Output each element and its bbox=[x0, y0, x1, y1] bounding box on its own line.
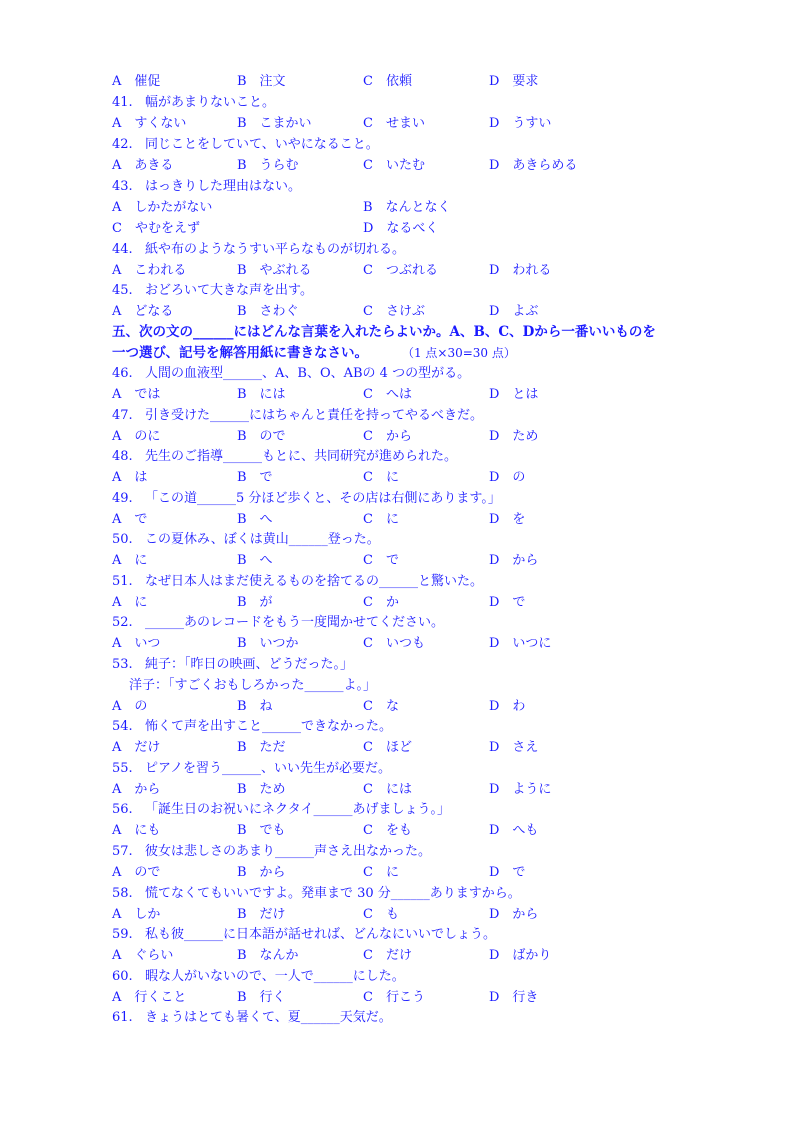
question-text: 「この道______5 分ほど歩くと、その店は右側にあります。」 bbox=[145, 491, 501, 506]
question-60 bbox=[112, 966, 405, 987]
question-43 bbox=[112, 176, 301, 197]
question-number: 56. bbox=[112, 802, 133, 817]
option-c: C で bbox=[363, 553, 399, 568]
option-a: A しかたがない bbox=[112, 200, 213, 215]
option-a: A から bbox=[112, 782, 161, 797]
option-b: B には bbox=[237, 387, 286, 402]
question-52 bbox=[112, 612, 444, 633]
question-number: 46. bbox=[112, 366, 133, 381]
option-a: A ぐらい bbox=[112, 948, 174, 963]
option-b: B だけ bbox=[237, 907, 286, 922]
option-a: A こわれる bbox=[112, 263, 187, 278]
option-b: B こまかい bbox=[237, 116, 312, 131]
question-text: 先生のご指導______もとに、共同研究が進められた。 bbox=[145, 449, 458, 464]
option-b: B やぶれる bbox=[237, 263, 312, 278]
question-number: 43. bbox=[112, 179, 133, 194]
question-47 bbox=[112, 405, 483, 426]
option-c: C か bbox=[363, 595, 399, 610]
option-a: A いつ bbox=[112, 636, 161, 651]
option-b: B うらむ bbox=[237, 158, 299, 173]
option-b: B 注文 bbox=[237, 74, 286, 89]
question-text: 「誕生日のお祝いにネクタイ______あげましょう。」 bbox=[145, 802, 450, 817]
question-42 bbox=[112, 134, 379, 155]
question-45 bbox=[112, 280, 313, 301]
option-c: C な bbox=[363, 699, 399, 714]
option-c: C 依頼 bbox=[363, 74, 412, 89]
option-d: D うすい bbox=[489, 116, 552, 131]
question-text: 幅があまりないこと。 bbox=[145, 95, 276, 110]
option-d: D から bbox=[489, 907, 539, 922]
question-number: 47. bbox=[112, 408, 133, 423]
option-b: B でも bbox=[237, 823, 286, 838]
option-a: A 行くこと bbox=[112, 990, 187, 1005]
option-a: A のに bbox=[112, 429, 161, 444]
option-a: A で bbox=[112, 512, 148, 527]
section-points: （1 点×30=30 点） bbox=[407, 346, 516, 360]
question-text: 彼女は悲しさのあまり______声さえ出なかった。 bbox=[145, 844, 432, 859]
option-b: B ため bbox=[237, 782, 286, 797]
option-b: B ね bbox=[237, 699, 273, 714]
section-heading-line1: 五、次の文の______にはどんな言葉を入れたらよいか。A、B、C、Dから一番いいものを bbox=[112, 324, 656, 340]
option-b: B から bbox=[237, 865, 286, 880]
option-d: D ため bbox=[489, 429, 539, 444]
option-d: D で bbox=[489, 595, 526, 610]
question-text: 暇な人がいないので、一人で______にした。 bbox=[145, 969, 405, 984]
option-b: B ただ bbox=[237, 740, 286, 755]
option-d: D へも bbox=[489, 823, 539, 838]
option-c: C に bbox=[363, 865, 399, 880]
option-d: D を bbox=[489, 512, 526, 527]
section-heading-text: 一つ選び、記号を解答用紙に書きなさい。 bbox=[112, 345, 368, 361]
question-number: 51. bbox=[112, 574, 133, 589]
option-b: B 行く bbox=[237, 990, 286, 1005]
question-text: 純子：「昨日の映画、どうだった。」 bbox=[145, 657, 354, 672]
option-c: C に bbox=[363, 470, 399, 485]
question-text: ______あのレコードをもう一度聞かせてください。 bbox=[145, 615, 445, 630]
option-c: C も bbox=[363, 907, 399, 922]
option-d: D 行き bbox=[489, 990, 539, 1005]
option-c: C から bbox=[363, 429, 412, 444]
question-50 bbox=[112, 529, 380, 550]
question-number: 59. bbox=[112, 927, 133, 942]
option-a: A だけ bbox=[112, 740, 161, 755]
question-44 bbox=[112, 239, 405, 260]
option-a: A しか bbox=[112, 907, 161, 922]
option-a: A の bbox=[112, 699, 148, 714]
option-c: C には bbox=[363, 782, 412, 797]
option-a: A に bbox=[112, 553, 148, 568]
question-text: おどろいて大きな声を出す。 bbox=[145, 283, 313, 298]
option-d: D ばかり bbox=[489, 948, 552, 963]
option-b: B へ bbox=[237, 553, 273, 568]
option-d: D さえ bbox=[489, 740, 539, 755]
option-b: B さわぐ bbox=[237, 304, 299, 319]
option-c: C ほど bbox=[363, 740, 412, 755]
question-58 bbox=[112, 883, 521, 904]
question-text: きょうはとても暑くて、夏______天気だ。 bbox=[145, 1010, 392, 1025]
question-number: 57. bbox=[112, 844, 133, 859]
question-number: 53. bbox=[112, 657, 133, 672]
option-c: C へは bbox=[363, 387, 412, 402]
question-number: 50. bbox=[112, 532, 133, 547]
question-53-line2: 洋子：「すごくおもしろかった______よ。」 bbox=[129, 678, 377, 693]
question-number: 48. bbox=[112, 449, 133, 464]
question-46 bbox=[112, 363, 470, 384]
question-text: 慌てなくてもいいですよ。発車まで 30 分______ありますから。 bbox=[145, 886, 521, 901]
option-c: C せまい bbox=[363, 116, 425, 131]
question-text: はっきりした理由はない。 bbox=[145, 179, 302, 194]
option-b: B で bbox=[237, 470, 273, 485]
question-text: なぜ日本人はまだ使えるものを捨てるの______と驚いた。 bbox=[145, 574, 484, 589]
option-c: C だけ bbox=[363, 948, 412, 963]
question-59 bbox=[112, 924, 496, 945]
option-b: B なんか bbox=[237, 948, 299, 963]
question-text: 人間の血液型______、A、B、O、ABの 4 つの型がる。 bbox=[145, 366, 471, 381]
option-b: B ので bbox=[237, 429, 286, 444]
question-number: 44. bbox=[112, 242, 133, 257]
option-b: B なんとなく bbox=[363, 200, 451, 215]
option-d: D から bbox=[489, 553, 539, 568]
question-61 bbox=[112, 1007, 392, 1028]
option-d: D なるべく bbox=[363, 221, 439, 236]
option-a: A ので bbox=[112, 865, 161, 880]
question-number: 58. bbox=[112, 886, 133, 901]
question-number: 60. bbox=[112, 969, 133, 984]
option-d: D の bbox=[489, 470, 526, 485]
option-d: D 要求 bbox=[489, 74, 539, 89]
option-b: B いつか bbox=[237, 636, 299, 651]
question-text: この夏休み、ぼくは黄山______登った。 bbox=[145, 532, 380, 547]
option-a: A にも bbox=[112, 823, 161, 838]
question-text: 私も彼______に日本語が話せれば、どんなにいいでしょう。 bbox=[145, 927, 497, 942]
question-number: 54. bbox=[112, 719, 133, 734]
question-text: 同じことをしていて、いやになること。 bbox=[145, 137, 379, 152]
question-number: 45. bbox=[112, 283, 133, 298]
question-57 bbox=[112, 841, 431, 862]
option-d: D よぶ bbox=[489, 304, 539, 319]
option-d: D ように bbox=[489, 782, 552, 797]
question-text: 引き受けた______にはちゃんと責任を持ってやるべきだ。 bbox=[145, 408, 484, 423]
option-a: A どなる bbox=[112, 304, 174, 319]
option-c: C やむをえず bbox=[112, 221, 200, 236]
option-d: D わ bbox=[489, 699, 526, 714]
option-d: D あきらめる bbox=[489, 158, 578, 173]
option-c: C 行こう bbox=[363, 990, 425, 1005]
option-c: C いつも bbox=[363, 636, 425, 651]
option-d: D とは bbox=[489, 387, 539, 402]
question-number: 55. bbox=[112, 761, 133, 776]
question-number: 49. bbox=[112, 491, 133, 506]
question-49 bbox=[112, 488, 501, 509]
question-51 bbox=[112, 571, 483, 592]
option-d: D われる bbox=[489, 263, 552, 278]
option-a: A は bbox=[112, 470, 148, 485]
option-b: B が bbox=[237, 595, 273, 610]
question-text: 紙や布のようなうすい平らなものが切れる。 bbox=[145, 242, 406, 257]
option-a: A すくない bbox=[112, 116, 187, 131]
option-a: A あきる bbox=[112, 158, 174, 173]
question-number: 61. bbox=[112, 1010, 133, 1025]
option-c: C さけぶ bbox=[363, 304, 425, 319]
question-48 bbox=[112, 446, 457, 467]
option-c: C に bbox=[363, 512, 399, 527]
option-c: C いたむ bbox=[363, 158, 425, 173]
option-a: A では bbox=[112, 387, 161, 402]
question-number: 41. bbox=[112, 95, 133, 110]
question-54 bbox=[112, 716, 392, 737]
question-number: 52. bbox=[112, 615, 133, 630]
option-d: D いつに bbox=[489, 636, 552, 651]
option-a: A 催促 bbox=[112, 74, 161, 89]
option-d: D で bbox=[489, 865, 526, 880]
question-55 bbox=[112, 758, 391, 779]
question-text: ピアノを習う______、いい先生が必要だ。 bbox=[145, 761, 391, 776]
question-41 bbox=[112, 92, 275, 113]
section-heading-line2 bbox=[112, 343, 516, 364]
question-56 bbox=[112, 799, 450, 820]
question-text: 怖くて声を出すこと______できなかった。 bbox=[145, 719, 393, 734]
option-b: B へ bbox=[237, 512, 273, 527]
question-number: 42. bbox=[112, 137, 133, 152]
question-53 bbox=[112, 654, 353, 675]
option-a: A に bbox=[112, 595, 148, 610]
option-c: C をも bbox=[363, 823, 412, 838]
option-c: C つぶれる bbox=[363, 263, 438, 278]
